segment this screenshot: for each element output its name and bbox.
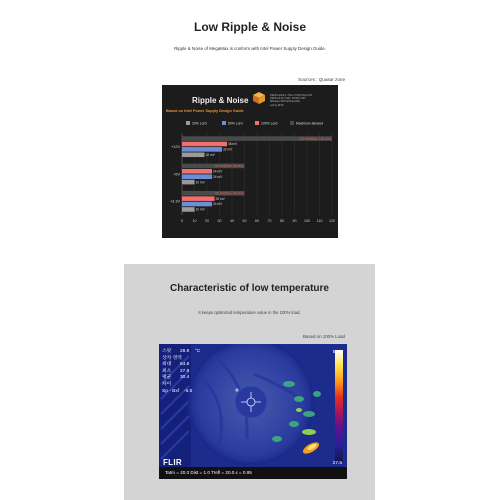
x-tick-label: 110 [316, 219, 323, 223]
section-description-ripple: Ripple & Noise of MegaMax is conform with Intel Power Supply Design Guide. [174, 46, 326, 51]
readout-row-sp-bxf: Sp - Bxf -5.5 [162, 388, 193, 394]
legend-item-max: Maximum allowed [290, 121, 323, 126]
category-label: +5V [173, 172, 180, 177]
data-label: 50 mV(Max. 50 mV) [215, 164, 244, 169]
spec-line: FSP2.0-3-40 / 5VA / 12VDC / 60V [270, 97, 306, 101]
readout-row-spot: 스팟 28.9 °C [162, 349, 201, 354]
data-label: 32 mV [223, 147, 233, 152]
product-cube-icon [252, 91, 266, 105]
data-label: 120 mV(Max. 120 mV) [299, 136, 331, 141]
bar [182, 142, 227, 147]
spec-line: Led by ATX4 [270, 103, 284, 107]
x-tick-label: 10 [192, 219, 197, 223]
legend-item-50: 50% Lord [222, 121, 243, 126]
data-label: 18 mV [205, 152, 215, 157]
data-label: 10 mV [195, 180, 205, 185]
temperature-section [124, 264, 375, 500]
bar [182, 169, 212, 174]
thermal-image [159, 344, 347, 479]
legend-item-20: 20% Lord [186, 121, 207, 126]
x-tick-label: 90 [292, 219, 297, 223]
data-label: 26 mV [215, 196, 225, 201]
chart-legend [162, 121, 338, 129]
x-tick-label: 100 [304, 219, 310, 223]
readout-row-diff: 차이 [162, 381, 172, 387]
x-tick-label: 40 [230, 219, 234, 223]
load-note: Based on 100% Load [303, 334, 345, 339]
readout-row-box: 상자 영역 [162, 355, 182, 361]
section-title-temperature: Characteristic of low temperature [170, 283, 329, 294]
data-label: 24 mV [213, 174, 223, 179]
category-label: +12V [171, 144, 180, 149]
spec-line: FSP2.0-2014-1 / 5VA / 3.3V(3.3V)+3.0V [270, 94, 313, 97]
ripple-chart-panel [162, 85, 338, 238]
section-description-temperature: It keeps optimized temperature value in the 100% load. [198, 310, 301, 315]
thermal-parameters: Tatm = 20.0 Dist = 1.0 Trefl = 20.0 ε = 0.95 [165, 470, 252, 475]
source-caption: Sources : Quasar zone [298, 77, 345, 82]
bar [182, 174, 212, 179]
x-tick-label: 60 [255, 219, 259, 223]
spec-line: Windows 10 Pro/Home(x64) [270, 100, 300, 104]
flir-logo: FLIR [163, 458, 182, 467]
x-tick-label: 20 [205, 219, 209, 223]
scale-max-label: 50.5 [332, 350, 342, 355]
x-tick-label: 70 [267, 219, 272, 223]
scale-min-label: 27.5 [332, 461, 342, 466]
thermal-parameter-bar [159, 467, 347, 479]
readout-row-min: 최소 27.9 [162, 368, 190, 374]
ripple-bar-chart [162, 131, 338, 238]
x-tick-label: 0 [181, 219, 183, 223]
section-title-ripple: Low Ripple & Noise [193, 20, 306, 34]
category-label: +3.3V [169, 199, 180, 204]
data-label: 24 mV [213, 202, 223, 207]
x-tick-label: 50 [242, 219, 247, 223]
bar [182, 207, 195, 212]
data-label: 24 mV [213, 169, 223, 174]
data-label: 10 mV [195, 207, 205, 212]
x-tick-label: 80 [280, 219, 284, 223]
legend-item-100: 100% Lord [255, 121, 277, 126]
x-tick-label: 120 [329, 219, 335, 223]
readout-row-max: 최대 64.8 [162, 362, 190, 368]
test-spec-block [270, 94, 334, 107]
data-label: 50 mV(Max. 50 mV) [215, 191, 244, 196]
temperature-scale-bar [332, 350, 343, 462]
bar [182, 196, 215, 201]
bar [182, 202, 212, 207]
bar [182, 147, 222, 152]
data-label: 36 mV [228, 142, 238, 147]
x-tick-label: 30 [217, 219, 222, 223]
chart-header-title: Ripple & Noise [192, 96, 249, 105]
readout-row-avg: 평균 30.4 [162, 375, 190, 381]
bar [182, 180, 195, 185]
chart-header-subtitle: Based on Intel Power Supply Design Guide [166, 109, 244, 113]
bar [182, 152, 205, 157]
thermal-readout-panel [162, 349, 212, 395]
